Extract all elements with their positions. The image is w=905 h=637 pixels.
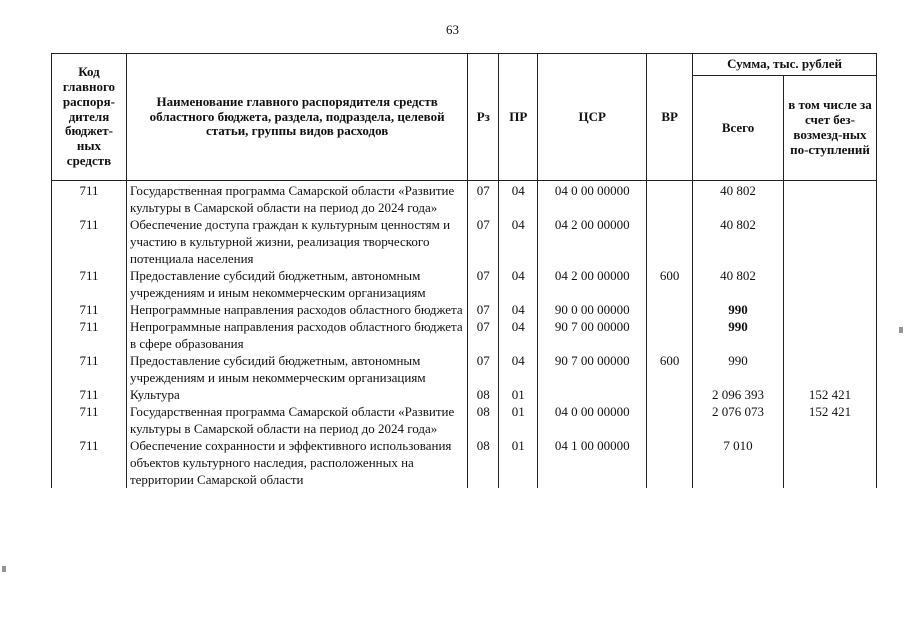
cell-csr: 04 2 00 00000 bbox=[538, 216, 647, 267]
cell-csr: 90 7 00 00000 bbox=[538, 352, 647, 386]
table-row bbox=[52, 301, 877, 318]
table-row bbox=[52, 437, 877, 488]
cell-total: 7 010 bbox=[693, 437, 784, 488]
table-row bbox=[52, 386, 877, 403]
cell-vr bbox=[647, 318, 693, 352]
cell-total: 990 bbox=[693, 352, 784, 386]
cell-csr bbox=[538, 386, 647, 403]
cell-pr: 04 bbox=[499, 318, 538, 352]
table-row bbox=[52, 216, 877, 267]
cell-name: Предоставление субсидий бюджетным, автономным учреждениям и иным некоммерческим организациям bbox=[126, 267, 467, 301]
cell-pr: 04 bbox=[499, 267, 538, 301]
cell-grant bbox=[784, 437, 877, 488]
cell-pr: 01 bbox=[499, 386, 538, 403]
cell-code: 711 bbox=[52, 318, 127, 352]
cell-rz: 07 bbox=[468, 216, 499, 267]
cell-vr bbox=[647, 386, 693, 403]
cell-rz: 08 bbox=[468, 386, 499, 403]
cell-name: Непрограммные направления расходов областного бюджета bbox=[126, 301, 467, 318]
cell-pr: 04 bbox=[499, 301, 538, 318]
table-row bbox=[52, 318, 877, 352]
cell-csr: 90 7 00 00000 bbox=[538, 318, 647, 352]
table-row bbox=[52, 267, 877, 301]
cell-vr: 600 bbox=[647, 352, 693, 386]
cell-total: 40 802 bbox=[693, 216, 784, 267]
cell-total: 2 076 073 bbox=[693, 403, 784, 437]
cell-rz: 07 bbox=[468, 301, 499, 318]
cell-rz: 08 bbox=[468, 403, 499, 437]
header-vr: ВР bbox=[647, 54, 693, 181]
cell-rz: 07 bbox=[468, 267, 499, 301]
header-grant: в том числе за счет без-возмезд-ных по-ступлений bbox=[784, 76, 877, 181]
cell-rz: 07 bbox=[468, 318, 499, 352]
cell-csr: 04 0 00 00000 bbox=[538, 403, 647, 437]
header-pr: ПР bbox=[499, 54, 538, 181]
cell-total: 40 802 bbox=[693, 267, 784, 301]
cell-pr: 04 bbox=[499, 181, 538, 217]
table-header bbox=[52, 54, 877, 181]
cell-vr bbox=[647, 216, 693, 267]
cell-grant bbox=[784, 352, 877, 386]
scan-mark bbox=[2, 566, 6, 572]
cell-name: Обеспечение сохранности и эффективного использования объектов культурного наследия, расположенных на территории Самарской области bbox=[126, 437, 467, 488]
table-body bbox=[52, 181, 877, 489]
cell-code: 711 bbox=[52, 403, 127, 437]
header-csr: ЦСР bbox=[538, 54, 647, 181]
cell-name: Обеспечение доступа граждан к культурным ценностям и участию в культурной жизни, реализация творческого потенциала населения bbox=[126, 216, 467, 267]
cell-total: 990 bbox=[693, 301, 784, 318]
cell-pr: 01 bbox=[499, 437, 538, 488]
cell-grant bbox=[784, 318, 877, 352]
cell-csr: 04 0 00 00000 bbox=[538, 181, 647, 217]
table-row bbox=[52, 181, 877, 217]
cell-vr bbox=[647, 181, 693, 217]
cell-vr bbox=[647, 403, 693, 437]
header-code: Код главного распоря-дителя бюджет-ных средств bbox=[52, 54, 127, 181]
cell-name: Непрограммные направления расходов областного бюджета в сфере образования bbox=[126, 318, 467, 352]
cell-name: Культура bbox=[126, 386, 467, 403]
cell-code: 711 bbox=[52, 386, 127, 403]
header-name: Наименование главного распорядителя средств областного бюджета, раздела, подраздела, целевой статьи, группы видов расходов bbox=[126, 54, 467, 181]
cell-name: Государственная программа Самарской области «Развитие культуры в Самарской области на период до 2024 года» bbox=[126, 181, 467, 217]
page-number: 63 bbox=[446, 22, 459, 37]
cell-total: 40 802 bbox=[693, 181, 784, 217]
budget-table bbox=[51, 53, 877, 488]
cell-csr: 04 1 00 00000 bbox=[538, 437, 647, 488]
scan-mark bbox=[899, 327, 903, 333]
cell-code: 711 bbox=[52, 267, 127, 301]
header-sum: Сумма, тыс. рублей bbox=[693, 54, 877, 76]
cell-grant bbox=[784, 216, 877, 267]
cell-rz: 07 bbox=[468, 181, 499, 217]
cell-code: 711 bbox=[52, 181, 127, 217]
cell-rz: 07 bbox=[468, 352, 499, 386]
cell-grant: 152 421 bbox=[784, 403, 877, 437]
cell-vr bbox=[647, 301, 693, 318]
table-row bbox=[52, 403, 877, 437]
cell-grant bbox=[784, 181, 877, 217]
cell-vr bbox=[647, 437, 693, 488]
cell-grant: 152 421 bbox=[784, 386, 877, 403]
cell-csr: 04 2 00 00000 bbox=[538, 267, 647, 301]
cell-pr: 04 bbox=[499, 216, 538, 267]
header-total: Всего bbox=[693, 76, 784, 181]
cell-csr: 90 0 00 00000 bbox=[538, 301, 647, 318]
cell-code: 711 bbox=[52, 216, 127, 267]
cell-name: Предоставление субсидий бюджетным, автономным учреждениям и иным некоммерческим организациям bbox=[126, 352, 467, 386]
cell-total: 990 bbox=[693, 318, 784, 352]
cell-pr: 01 bbox=[499, 403, 538, 437]
cell-pr: 04 bbox=[499, 352, 538, 386]
table-row bbox=[52, 352, 877, 386]
cell-total: 2 096 393 bbox=[693, 386, 784, 403]
cell-grant bbox=[784, 267, 877, 301]
cell-vr: 600 bbox=[647, 267, 693, 301]
cell-code: 711 bbox=[52, 437, 127, 488]
cell-rz: 08 bbox=[468, 437, 499, 488]
cell-code: 711 bbox=[52, 352, 127, 386]
header-rz: Рз bbox=[468, 54, 499, 181]
cell-grant bbox=[784, 301, 877, 318]
cell-code: 711 bbox=[52, 301, 127, 318]
cell-name: Государственная программа Самарской области «Развитие культуры в Самарской области на период до 2024 года» bbox=[126, 403, 467, 437]
